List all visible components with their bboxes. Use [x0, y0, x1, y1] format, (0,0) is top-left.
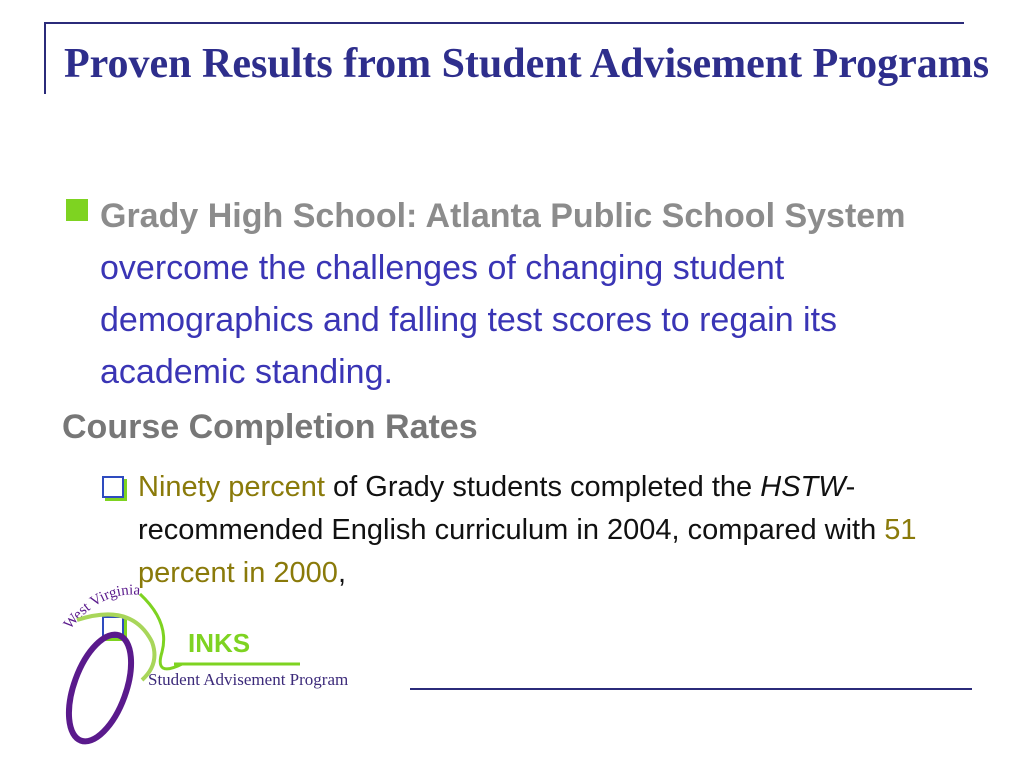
subheading: Course Completion Rates — [62, 408, 478, 446]
stat-fifty-one-percent: 51 percent in 2000 — [138, 514, 917, 589]
logo-green-swoosh-icon — [77, 614, 154, 680]
frame-top-line — [44, 22, 964, 24]
bullet-completion — [102, 466, 982, 595]
bullet-grady-text — [100, 190, 962, 398]
bullet-completion-text — [138, 466, 982, 595]
bullet-grady — [62, 190, 962, 398]
text-segment: , — [337, 557, 346, 589]
text-segment: of Grady students completed the — [325, 471, 761, 503]
wv-links-logo — [42, 582, 402, 752]
bullet-grady-body: overcome the challenges of changing student demographics and falling test scores to regain its academic standing. — [100, 249, 838, 391]
text-segment: -recommended English curriculum in 2004, compared with — [138, 471, 885, 546]
school-name: Grady High School: Atlanta Public School System — [100, 197, 906, 235]
frame-left-line — [44, 22, 46, 94]
bottom-rule — [410, 688, 972, 690]
hstw-term: HSTW — [760, 471, 846, 503]
logo-caption: Student Advisement Program — [148, 670, 349, 689]
logo-arc-text: West Virginia — [60, 582, 141, 633]
logo-ring-icon — [56, 626, 143, 749]
stat-ninety-percent: Ninety percent — [138, 471, 325, 503]
logo-word: INKS — [188, 628, 251, 658]
green-square-bullet-icon — [66, 199, 88, 221]
checkbox-bullet-icon — [102, 476, 124, 498]
slide-title: Proven Results from Student Advisement Programs — [64, 41, 990, 87]
